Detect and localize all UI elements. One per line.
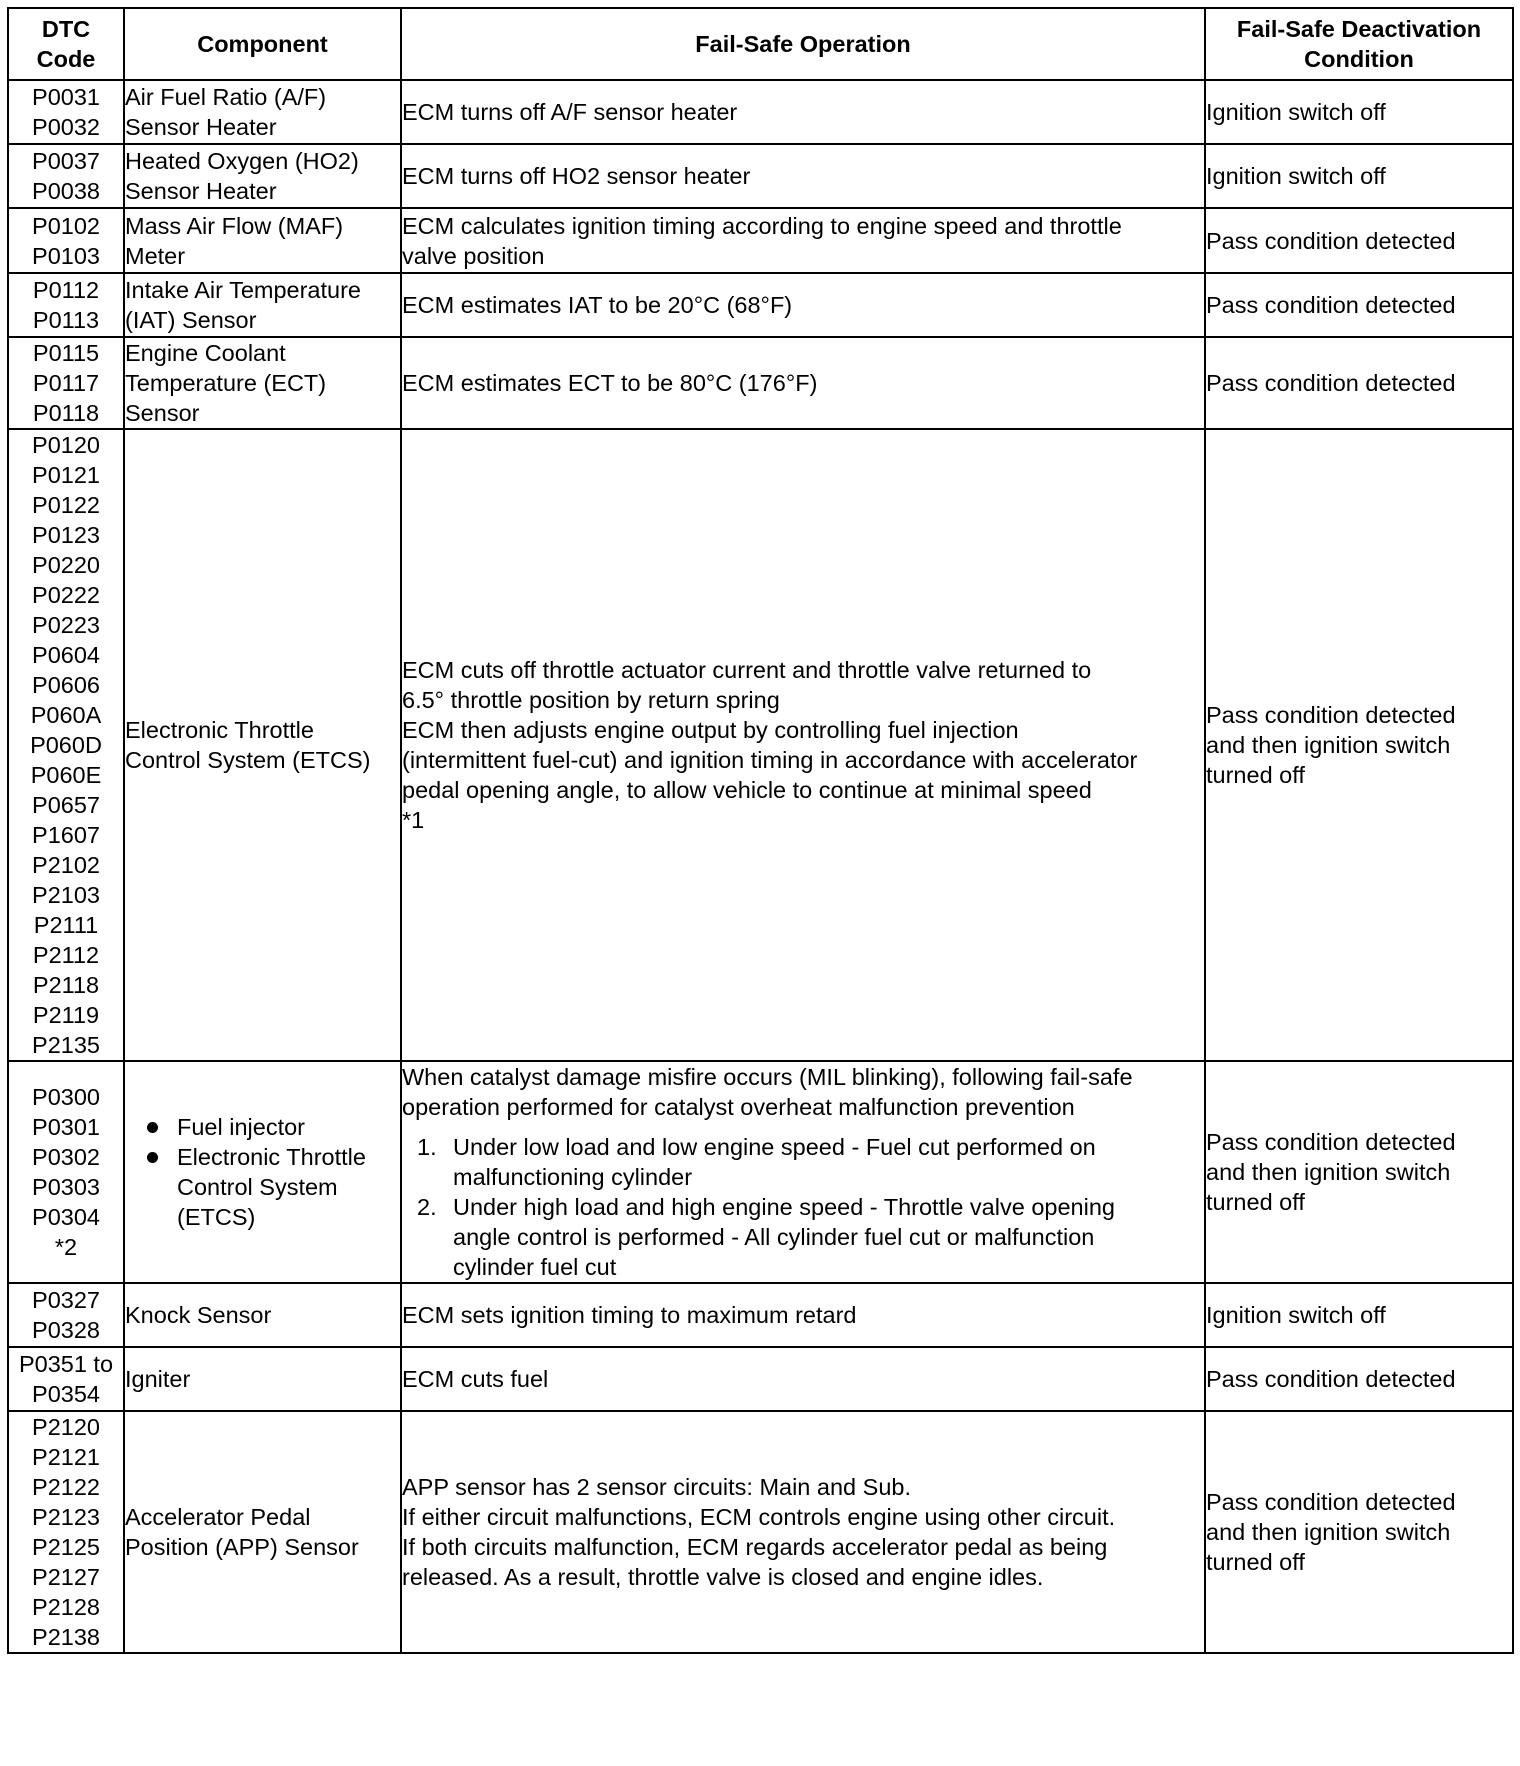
- condition-line: and then ignition switch: [1206, 732, 1451, 758]
- component-line: Fuel injector: [177, 1114, 305, 1140]
- condition-line: turned off: [1206, 1189, 1305, 1215]
- dtc-code: P2128: [32, 1594, 100, 1620]
- condition-line: Pass condition detected: [1206, 702, 1456, 728]
- header-fail-safe-operation: Fail-Safe Operation: [401, 8, 1205, 80]
- dtc-code: P2125: [32, 1534, 100, 1560]
- operation-step: [417, 1192, 1204, 1282]
- dtc-code: P2122: [32, 1474, 100, 1500]
- deactivation-condition-cell: [1205, 208, 1513, 273]
- step-text: [453, 1192, 1204, 1282]
- table-row: [8, 273, 1513, 337]
- dtc-code: P2127: [32, 1564, 100, 1590]
- operation-line: ECM turns off A/F sensor heater: [402, 99, 738, 125]
- component-line: Engine Coolant: [125, 340, 286, 366]
- component-line: (ETCS): [177, 1204, 256, 1230]
- component-line: Accelerator Pedal: [125, 1504, 311, 1530]
- component-line: Sensor: [125, 400, 200, 426]
- dtc-code: P0220: [32, 552, 100, 578]
- component-line: Electronic Throttle: [125, 717, 314, 743]
- operation-line: Under low load and low engine speed - Fuel cut performed on: [453, 1134, 1096, 1160]
- operation-line: (intermittent fuel-cut) and ignition timing in accordance with accelerator: [402, 747, 1138, 773]
- operation-line: ECM then adjusts engine output by controlling fuel injection: [402, 717, 1019, 743]
- component-line: (IAT) Sensor: [125, 307, 257, 333]
- condition-line: and then ignition switch: [1206, 1159, 1451, 1185]
- dtc-code: P2118: [32, 972, 100, 998]
- operation-line: Under high load and high engine speed - Throttle valve opening: [453, 1194, 1115, 1220]
- condition-line: Ignition switch off: [1206, 163, 1386, 189]
- step-number: 1.: [417, 1134, 437, 1160]
- component-line: Sensor Heater: [125, 114, 277, 140]
- operation-line: operation performed for catalyst overheat malfunction prevention: [402, 1094, 1075, 1120]
- dtc-code-cell: [8, 1061, 124, 1283]
- component-cell: [124, 429, 401, 1061]
- dtc-code: P060E: [30, 762, 102, 788]
- table-row: [8, 337, 1513, 429]
- component-line: Mass Air Flow (MAF): [125, 212, 344, 239]
- component-cell: [124, 144, 401, 208]
- condition-line: Pass condition detected: [1206, 227, 1456, 254]
- dtc-code: P2121: [32, 1444, 100, 1470]
- dtc-code: P0657: [32, 792, 100, 818]
- dtc-code-cell: [8, 80, 124, 144]
- component-cell: [124, 1347, 401, 1411]
- dtc-code-cell: [8, 208, 124, 273]
- dtc-code-cell: [8, 1347, 124, 1411]
- operation-step: [417, 1132, 1204, 1192]
- component-cell: [124, 1061, 401, 1283]
- table-body: [8, 80, 1513, 1653]
- deactivation-condition-cell: [1205, 273, 1513, 337]
- dtc-code: P060A: [30, 702, 102, 728]
- operation-line: cylinder fuel cut: [453, 1254, 617, 1280]
- dtc-code: P0223: [32, 612, 100, 638]
- header-deactivation-condition: Fail-Safe Deactivation Condition: [1205, 8, 1513, 80]
- deactivation-condition-cell: [1205, 429, 1513, 1061]
- dtc-code: P0123: [32, 522, 100, 548]
- dtc-code: P2102: [32, 852, 100, 878]
- table-row: [8, 80, 1513, 144]
- component-line: Intake Air Temperature: [125, 277, 361, 303]
- condition-line: turned off: [1206, 1549, 1305, 1575]
- dtc-code: P0120: [32, 432, 100, 458]
- component-bullet-list: [125, 1112, 400, 1232]
- operation-line: ECM cuts off throttle actuator current and throttle valve returned to: [402, 657, 1092, 683]
- table-row: [8, 1411, 1513, 1653]
- deactivation-condition-cell: [1205, 1411, 1513, 1653]
- operation-line: *1: [402, 807, 425, 833]
- component-cell: [124, 208, 401, 273]
- operation-line: malfunctioning cylinder: [453, 1164, 693, 1190]
- dtc-code: P0102: [32, 212, 100, 239]
- component-line: Air Fuel Ratio (A/F): [125, 84, 327, 110]
- operation-line: APP sensor has 2 sensor circuits: Main and Sub.: [402, 1474, 911, 1500]
- deactivation-condition-cell: [1205, 80, 1513, 144]
- table-row: [8, 1283, 1513, 1347]
- dtc-code: P2119: [32, 1002, 100, 1028]
- operation-line: ECM sets ignition timing to maximum retard: [402, 1302, 857, 1328]
- fail-safe-operation-cell: [401, 1347, 1205, 1411]
- dtc-code: P2138: [32, 1624, 100, 1650]
- condition-line: Ignition switch off: [1206, 99, 1386, 125]
- component-line: Temperature (ECT): [125, 370, 327, 396]
- operation-line: valve position: [402, 242, 545, 269]
- dtc-code: P0121: [32, 462, 100, 488]
- condition-line: and then ignition switch: [1206, 1519, 1451, 1545]
- header-component: Component: [124, 8, 401, 80]
- component-cell: [124, 273, 401, 337]
- dtc-code: P2111: [33, 912, 99, 938]
- dtc-code: P0038: [32, 178, 100, 204]
- operation-line: ECM estimates ECT to be 80°C (176°F): [402, 370, 818, 396]
- operation-line: ECM cuts fuel: [402, 1366, 549, 1392]
- dtc-code-cell: [8, 1411, 124, 1653]
- dtc-code: P0222: [32, 582, 100, 608]
- deactivation-condition-cell: [1205, 1283, 1513, 1347]
- dtc-code: P0328: [32, 1317, 100, 1343]
- operation-line: 6.5° throttle position by return spring: [402, 687, 780, 713]
- operation-line: pedal opening angle, to allow vehicle to continue at minimal speed: [402, 777, 1092, 803]
- dtc-code-cell: [8, 1283, 124, 1347]
- dtc-code: P0354: [32, 1381, 100, 1407]
- fail-safe-table: [7, 7, 1514, 1654]
- fail-safe-operation-cell: [401, 429, 1205, 1061]
- dtc-code: P0122: [32, 492, 100, 518]
- component-line: Heated Oxygen (HO2): [125, 148, 359, 174]
- dtc-code: P2135: [32, 1032, 100, 1058]
- deactivation-condition-cell: [1205, 1347, 1513, 1411]
- dtc-code: P0327: [32, 1287, 100, 1313]
- header-dtc-code: DTC Code: [8, 8, 124, 80]
- component-line: Igniter: [125, 1366, 191, 1392]
- component-line: Electronic Throttle: [177, 1144, 366, 1170]
- operation-line: ECM estimates IAT to be 20°C (68°F): [402, 292, 793, 318]
- dtc-code: P0118: [32, 400, 100, 426]
- dtc-code: *2: [54, 1234, 78, 1260]
- dtc-code: P0303: [32, 1174, 100, 1200]
- dtc-code-cell: [8, 337, 124, 429]
- table-row: [8, 144, 1513, 208]
- table-row: [8, 1061, 1513, 1283]
- dtc-code: P0112: [32, 277, 100, 303]
- component-cell: [124, 337, 401, 429]
- dtc-code: P0302: [32, 1144, 100, 1170]
- dtc-code-cell: [8, 429, 124, 1061]
- component-line: Sensor Heater: [125, 178, 277, 204]
- dtc-code: P2123: [32, 1504, 100, 1530]
- table-row: [8, 1347, 1513, 1411]
- dtc-code: P0037: [32, 148, 100, 174]
- operation-line: released. As a result, throttle valve is closed and engine idles.: [402, 1564, 1044, 1590]
- component-line: Knock Sensor: [125, 1302, 272, 1328]
- dtc-code: P0606: [32, 672, 100, 698]
- deactivation-condition-cell: [1205, 1061, 1513, 1283]
- component-line: Meter: [125, 242, 186, 269]
- dtc-code: P0604: [32, 642, 100, 668]
- operation-line: If either circuit malfunctions, ECM controls engine using other circuit.: [402, 1504, 1116, 1530]
- dtc-code: P1607: [32, 822, 100, 848]
- fail-safe-operation-cell: [401, 208, 1205, 273]
- dtc-code: P2120: [32, 1414, 100, 1440]
- condition-line: Pass condition detected: [1206, 1366, 1456, 1392]
- fail-safe-operation-cell: [401, 1283, 1205, 1347]
- component-bullet-item: [147, 1142, 400, 1232]
- step-number: 2.: [417, 1194, 437, 1220]
- condition-line: Pass condition detected: [1206, 292, 1456, 318]
- table-row: [8, 429, 1513, 1061]
- fail-safe-operation-cell: [401, 337, 1205, 429]
- dtc-code: P0115: [32, 340, 100, 366]
- dtc-code: P0351 to: [18, 1351, 114, 1377]
- dtc-code: P0117: [32, 370, 100, 396]
- operation-steps-list: [402, 1132, 1204, 1282]
- operation-line: ECM calculates ignition timing according to engine speed and throttle: [402, 212, 1122, 239]
- component-bullet-item: [147, 1112, 400, 1142]
- operation-line: When catalyst damage misfire occurs (MIL blinking), following fail-safe: [402, 1064, 1133, 1090]
- dtc-code: P060D: [30, 732, 102, 758]
- component-cell: [124, 1283, 401, 1347]
- deactivation-condition-cell: [1205, 337, 1513, 429]
- table-header-row: [8, 8, 1513, 80]
- dtc-code-cell: [8, 273, 124, 337]
- component-line: Control System (ETCS): [125, 747, 371, 773]
- component-line: Control System: [177, 1174, 338, 1200]
- dtc-code: P0113: [32, 307, 100, 333]
- dtc-code: P0301: [32, 1114, 100, 1140]
- fail-safe-operation-cell: [401, 144, 1205, 208]
- dtc-code: P0103: [32, 242, 100, 269]
- fail-safe-operation-cell: [401, 1411, 1205, 1653]
- condition-line: Pass condition detected: [1206, 1489, 1456, 1515]
- dtc-code: P2112: [32, 942, 100, 968]
- operation-line: angle control is performed - All cylinder fuel cut or malfunction: [453, 1224, 1095, 1250]
- fail-safe-operation-cell: [401, 1061, 1205, 1283]
- operation-line: ECM turns off HO2 sensor heater: [402, 163, 751, 189]
- condition-line: turned off: [1206, 762, 1305, 788]
- dtc-code: P0304: [32, 1204, 100, 1230]
- fail-safe-operation-cell: [401, 80, 1205, 144]
- component-cell: [124, 80, 401, 144]
- dtc-code: P2103: [32, 882, 100, 908]
- operation-line: If both circuits malfunction, ECM regards accelerator pedal as being: [402, 1534, 1108, 1560]
- component-line: Position (APP) Sensor: [125, 1534, 359, 1560]
- condition-line: Pass condition detected: [1206, 1129, 1456, 1155]
- step-text: [453, 1132, 1204, 1192]
- table-row: [8, 208, 1513, 273]
- dtc-code: P0032: [32, 114, 100, 140]
- dtc-code: P0300: [32, 1084, 100, 1110]
- component-cell: [124, 1411, 401, 1653]
- condition-line: Ignition switch off: [1206, 1302, 1386, 1328]
- deactivation-condition-cell: [1205, 144, 1513, 208]
- dtc-code: P0031: [32, 84, 100, 110]
- condition-line: Pass condition detected: [1206, 370, 1456, 396]
- fail-safe-operation-cell: [401, 273, 1205, 337]
- dtc-code-cell: [8, 144, 124, 208]
